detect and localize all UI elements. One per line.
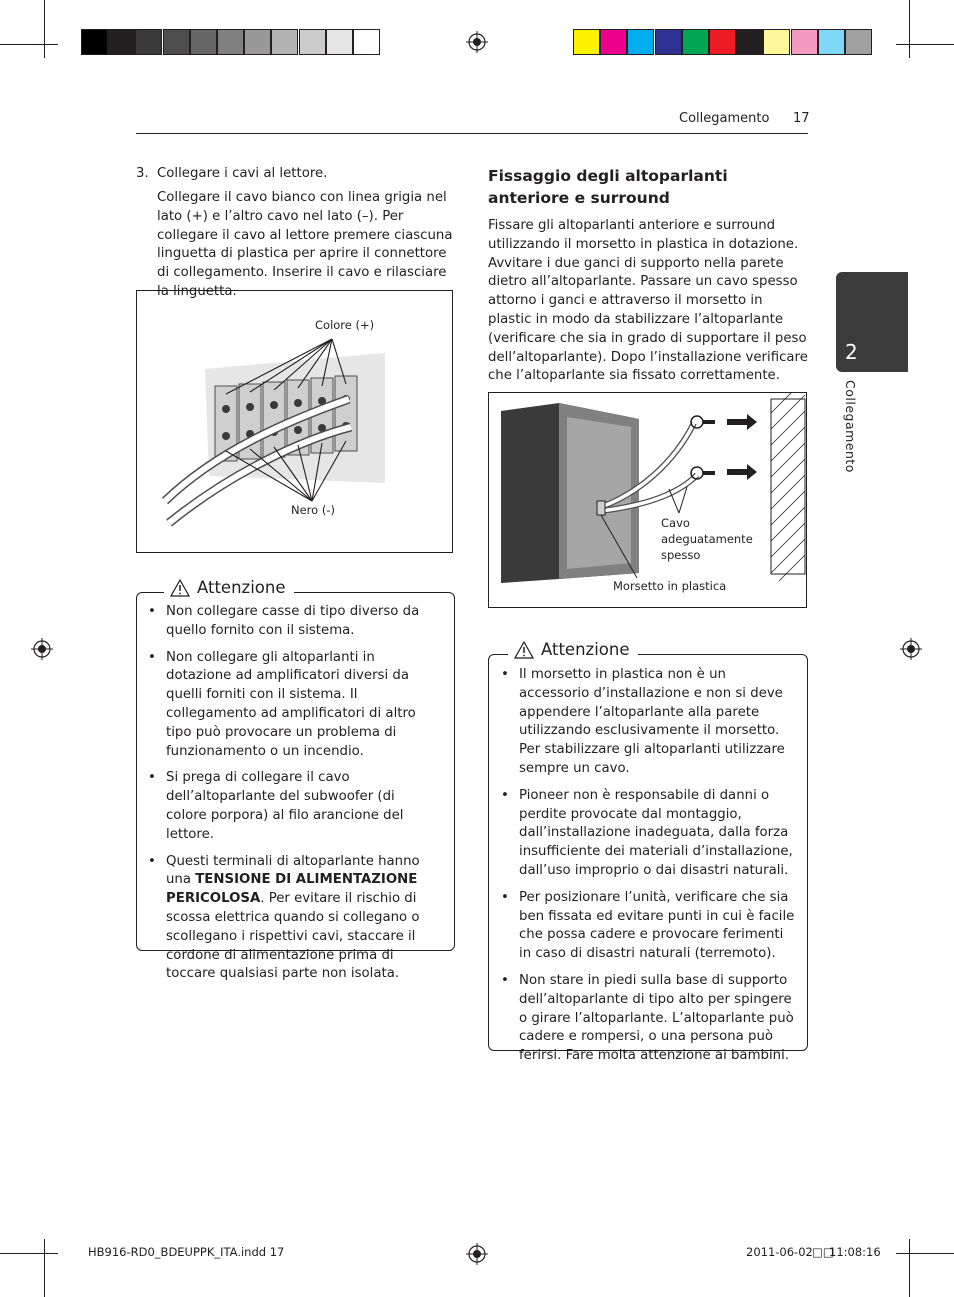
crop-mark [44,1239,45,1297]
label-negative: Nero (-) [291,503,335,517]
footer-filename: HB916-RD0_BDEUPPK_ITA.indd 17 [88,1245,285,1259]
page-number: 17 [793,111,810,126]
warning-icon [514,641,534,659]
caution-title-left [164,578,294,597]
caution-title-right [508,640,638,659]
color-swatch [600,29,627,55]
step-number: 3. [136,166,149,181]
section-heading: Fissaggio degli altoparlanti anteriore e surround [488,167,728,207]
wall-mount-illustration [489,393,806,607]
chapter-label: Collegamento [843,380,858,473]
list-item: • Si prega di collegare il cavo dell’altoparlante del subwoofer (di colore porpora) al filo arancione del lettore. [138,769,438,844]
crop-mark [909,0,910,58]
label-positive: Colore (+) [315,318,375,332]
label-cable: Cavo adeguatamente spesso [661,516,753,562]
step-title: Collegare i cavi al lettore. [157,166,328,181]
color-swatch [709,29,736,55]
color-swatch [81,29,108,55]
registration-mark-icon [466,1243,488,1265]
caution-title-text: Attenzione [197,578,286,597]
list-item: • Pioneer non è responsabile di danni o perdite provocate dal montaggio, dall’installazione inadeguata, dalla forza insufficiente dei materiali d’installazione, dall’uso improprio o dai disastri naturali. [491,787,796,881]
footer-date: 2011-06-02 [746,1245,813,1259]
registration-mark-icon [900,638,922,660]
chapter-number: 2 [845,340,858,364]
registration-mark-icon [31,638,53,660]
header-section: Collegamento [679,111,770,126]
list-item: • Questi terminali di altoparlante hanno una TENSIONE DI ALIMENTAZIONE PERICOLOSA. Per evitare il rischio di scossa elettrica quando si collegano o scollegano i rispettivi cavi, staccare il cordone di alimentazione prima di toccare qualsiasi parte non isolata. [138,853,438,985]
list-item: • Il morsetto in plastica non è un accessorio d’installazione e non si deve appendere l’altoparlante alla parete utilizzando esclusivamente il morsetto. Per stabilizzare gli altoparlanti utilizzare sempre un cavo. [491,666,796,779]
list-item: • Non stare in piedi sulla base di supporto dell’altoparlante di tipo alto per spingere o girare l’altoparlante. L’altoparlante può cadere e rompersi, o una persona può ferirsi. Fare molta attenzione ai bambini. [491,972,796,1066]
wall-mount-figure [488,392,807,608]
footer-time: 11:08:16 [829,1245,881,1259]
list-item: • Non collegare casse di tipo diverso da quello fornito con il sistema. [138,603,438,641]
color-swatch [573,29,600,55]
color-swatch [135,29,162,55]
color-swatch [244,29,271,55]
color-swatch [791,29,818,55]
color-swatch [736,29,763,55]
list-item: • Non collegare gli altoparlanti in dotazione ad amplificatori diversi da quelli forniti con il sistema. Il collegamento ad amplificatori di altro tipo può provocare un problema di funzionamento o un incendio. [138,649,438,762]
step-text: Collegare il cavo bianco con linea grigia nel lato (+) e l’altro cavo nel lato (–). Per collegare il cavo al lettore premere ciascuna linguetta di plastica per aprire il connettore di collegamento. Inserire il cavo e rilasciare la linguetta. [157,190,453,299]
crop-mark [896,44,954,45]
color-swatch [682,29,709,55]
caution-list-left [138,603,438,992]
color-swatch [326,29,353,55]
speaker-terminal-figure [136,290,453,553]
crop-mark [909,1239,910,1297]
color-swatch [627,29,654,55]
crop-mark [896,1253,954,1254]
color-swatch [655,29,682,55]
color-swatch [818,29,845,55]
color-swatch [163,29,190,55]
crop-mark [0,44,58,45]
color-swatch [353,29,380,55]
color-swatch [217,29,244,55]
color-swatch [299,29,326,55]
caution-list-right [491,666,796,1074]
label-clamp: Morsetto in plastica [613,579,727,593]
color-swatch [763,29,790,55]
footer-time-marker: □□ [812,1245,834,1259]
header-rule [136,133,808,134]
caution-title-text: Attenzione [541,640,630,659]
color-swatch [108,29,135,55]
registration-mark-icon [466,31,488,53]
color-swatch [190,29,217,55]
crop-mark [0,1253,58,1254]
color-swatch [271,29,298,55]
color-swatch [845,29,872,55]
warning-icon [170,579,190,597]
list-item: • Per posizionare l’unità, verificare che sia ben fissata ed evitare punti in cui è facile che possa cadere e provocare ferimenti in caso di disastri naturali (terremoto). [491,889,796,964]
crop-mark [44,0,45,58]
section-paragraph: Fissare gli altoparlanti anteriore e surround utilizzando il morsetto in plastica in dotazione. Avvitare i due ganci di supporto nella parete dietro all’altoparlante. Passare un cavo spesso attorno i ganci e attraverso il morsetto in plastic in modo da stabilizzare l’altoparlante (verificare che sia in grado di supportare il peso dell’altoparlante). Dopo l’installazione verificare che l’altoparlante sia fissato correttamente. [488,218,808,384]
